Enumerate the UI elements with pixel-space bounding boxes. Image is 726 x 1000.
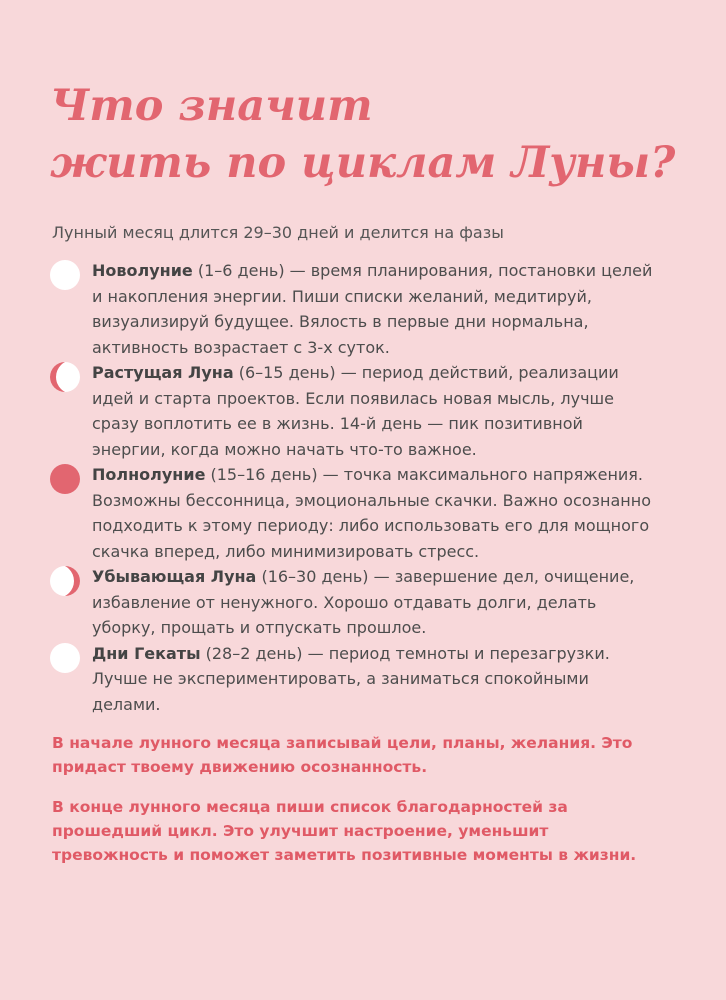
waxing-moon-icon: [50, 362, 80, 392]
phase-name: Дни Гекаты: [92, 643, 201, 663]
phase-name: Полнолуние: [92, 465, 206, 484]
title-line-2: жить по циклам Луны?: [50, 138, 676, 188]
phase-hecate-days: [50, 641, 660, 718]
phase-description: (16–30 день) — завершение дел, очищение, избавление от ненужного. Хорошо отдавать долги, делать уборку, прощать и отпускать прошлое.: [92, 567, 635, 637]
title-line-1: Что значит: [50, 81, 373, 131]
phase-waning-moon: [50, 564, 660, 641]
phase-description: (1–6 день) — время планирования, постановки целей и накопления энергии. Пиши списки желаний, медитируй, визуализируй будущее. Вялость в первые дни нормальна, активность возрастает с 3-х суток.: [92, 261, 653, 357]
phase-waxing-moon: [50, 360, 660, 462]
phase-new-moon: [50, 258, 660, 360]
phase-full-moon: [50, 462, 660, 564]
phase-name: Растущая Луна: [92, 363, 234, 382]
phase-description: (15–16 день) — точка максимального напряжения. Возможны бессонница, эмоциональные скачки. Важно осознанно подходить к этому периоду: либо использовать его для мощного скачка вперед, либо минимизировать стресс.: [92, 465, 652, 561]
waning-moon-icon: [50, 566, 80, 596]
new-moon-icon: [50, 260, 80, 290]
phase-description: (28–2 день) — период темноты и перезагрузки. Лучше не экспериментировать, а заниматься спокойными делами.: [92, 643, 610, 714]
phase-description: (6–15 день) — период действий, реализации идей и старта проектов. Если появилась новая мысль, лучше сразу воплотить ее в жизнь. 14-й день — пик позитивной энергии, когда можно начать что-то важное.: [92, 363, 619, 459]
intro-text: Лунный месяц длится 29–30 дней и делится на фазы: [52, 223, 504, 242]
phase-name: Убывающая Луна: [92, 567, 257, 586]
phase-list: [50, 258, 660, 717]
hecate-moon-icon: [50, 643, 80, 673]
note-start-of-month: В начале лунного месяца записывай цели, планы, желания. Это придаст твоему движению осознанность.: [52, 734, 633, 776]
phase-name: Новолуние: [92, 261, 193, 280]
note-end-of-month: В конце лунного месяца пиши список благодарностей за прошедший цикл. Это улучшит настроение, уменьшит тревожность и поможет заметить позитивные моменты в жизни.: [52, 798, 637, 864]
page-title: [50, 78, 675, 192]
full-moon-icon: [50, 464, 80, 494]
